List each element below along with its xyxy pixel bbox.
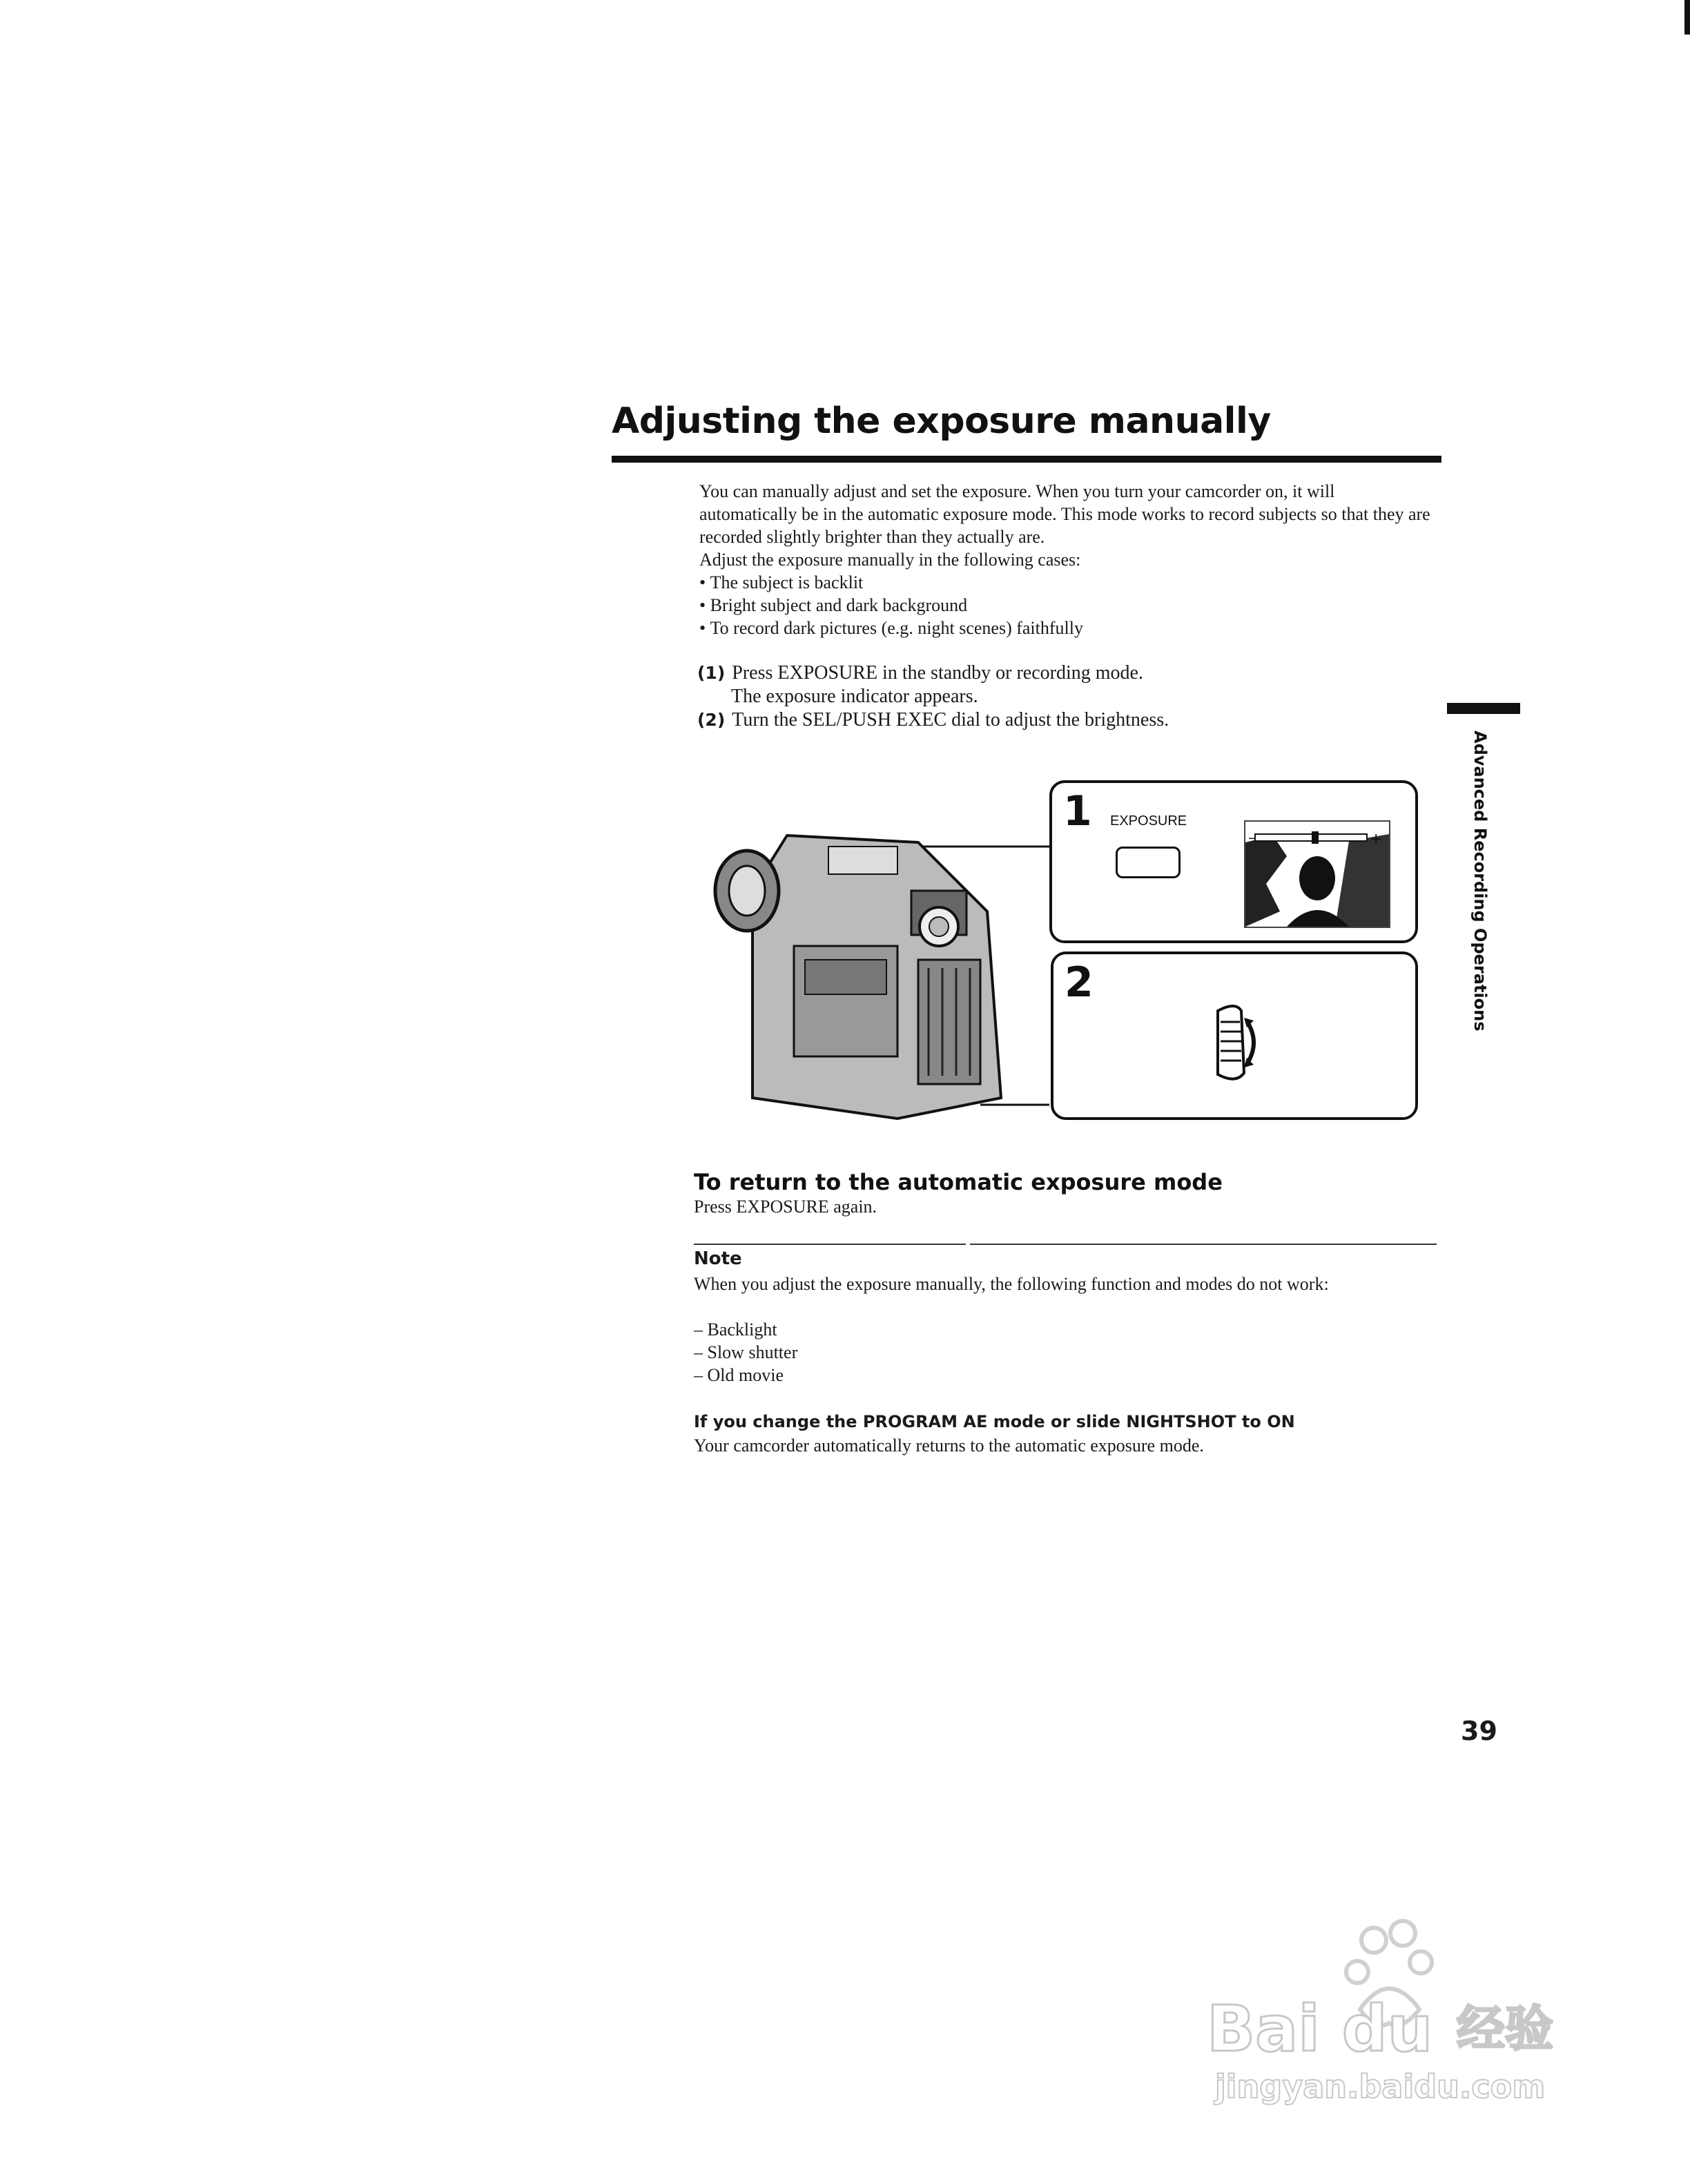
list-item: – Slow shutter [694,1341,797,1364]
sidebar-section-label: Advanced Recording Operations [1470,731,1490,1032]
return-section-body: Press EXPOSURE again. [694,1197,877,1217]
note-heading: Note [694,1248,742,1269]
viewfinder-screen [1244,820,1390,928]
page-number: 39 [1461,1716,1497,1746]
camcorder-figure [690,773,1422,1125]
camcorder-illustration [690,808,1063,1125]
step-text: Press EXPOSURE in the standby or recording mode. [732,662,1143,684]
intro-section [699,480,1431,639]
sidebar-tab-bar [1447,703,1520,714]
list-item: • The subject is backlit [699,571,1431,594]
program-ae-heading: If you change the PROGRAM AE mode or slide NIGHTSHOT to ON [694,1412,1295,1431]
list-item: • Bright subject and dark background [699,594,1431,617]
step-1-subtext: The exposure indicator appears. [731,686,978,707]
note-rule [970,1244,1437,1245]
step-1 [697,661,1429,685]
title-rule [612,456,1441,463]
watermark-url: jingyan.baidu.com [1215,2068,1546,2105]
note-list [694,1318,797,1386]
step-2 [697,708,1429,732]
intro-bullet-list [699,571,1431,639]
minus-sign: – [1248,829,1255,846]
step-2-panel [1051,951,1418,1120]
step-number: (2) [697,710,726,730]
page-title: Adjusting the exposure manually [612,400,1271,442]
steps-list [697,661,1429,732]
watermark-brand: Bai du [1207,1992,1433,2066]
intro-paragraph-1: You can manually adjust and set the exposure. When you turn your camcorder on, it will automatically be in the automatic exposure mode. This mode works to record subjects so that they are recorded slightly brighter than they actually are. [699,481,1430,547]
watermark-product: 经验 [1457,2000,1553,2057]
page-edge-mark [1684,0,1690,35]
exposure-label: EXPOSURE [1110,813,1187,829]
exposure-indicator-screen [1245,822,1389,927]
exposure-button [1116,847,1181,878]
baidu-jingyan-watermark [1201,1913,1588,2113]
note-rule [694,1244,966,1245]
step-1-panel [1049,780,1418,943]
list-item: – Backlight [694,1318,797,1341]
program-ae-body: Your camcorder automatically returns to the automatic exposure mode. [694,1436,1204,1456]
list-item: • To record dark pictures (e.g. night scenes) faithfully [699,617,1431,639]
list-item: – Old movie [694,1364,797,1386]
panel-number: 2 [1065,958,1094,1007]
note-body: When you adjust the exposure manually, the following function and modes do not work: [694,1274,1329,1294]
return-section-title: To return to the automatic exposure mode [694,1169,1223,1195]
intro-paragraph-2: Adjust the exposure manually in the following cases: [699,550,1081,570]
sel-push-exec-dial-icon [1212,997,1261,1087]
step-text: Turn the SEL/PUSH EXEC dial to adjust the brightness. [732,709,1169,731]
step-number: (1) [697,663,726,683]
panel-number: 1 [1063,787,1092,835]
plus-sign: + [1370,831,1383,848]
